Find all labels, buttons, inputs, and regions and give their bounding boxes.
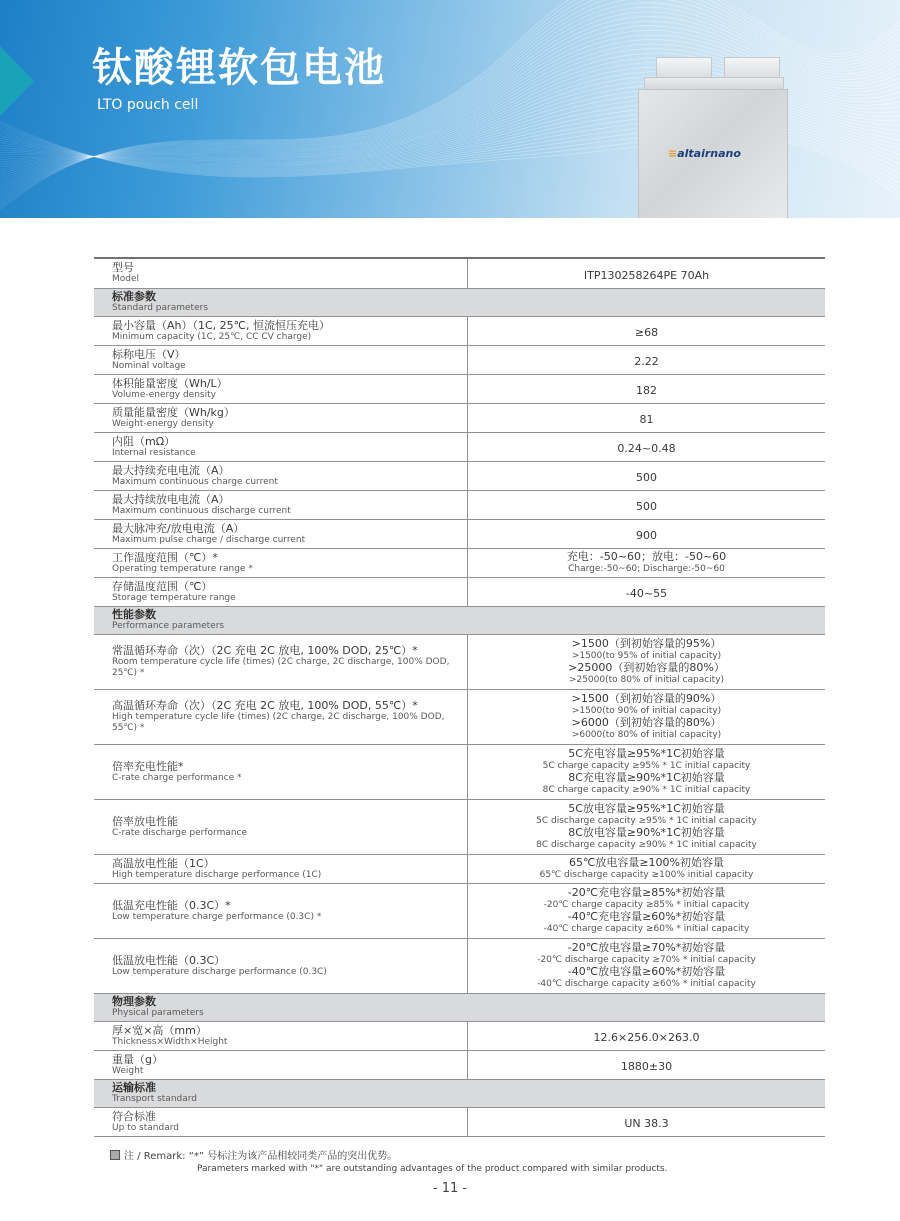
perf-value-line: -40℃充电容量≥60%*初始容量 [567,909,726,923]
table-row [94,345,825,374]
operating-temp-label: 工作温度范围（℃）* Operating temperature range * [94,548,468,577]
perf-value-line: -20℃充电容量≥85%*初始容量 [567,885,726,899]
performance-0-value [468,634,826,689]
perf-value-line: >1500(to 95% of initial capacity) [571,650,722,661]
section-header-performance: 性能参数 Performance parameters [94,606,825,634]
performance-3-label: 倍率放电性能 C-rate discharge performance [94,799,468,854]
table-row [94,258,825,288]
table-row [94,744,825,799]
table-row [94,1107,825,1136]
note-zh: 注 / Remark: “*” 号标注为该产品相较同类产品的突出优势。 [124,1151,398,1162]
standard-4-label: 内阻（mΩ） Internal resistance [94,432,468,461]
page-title: 钛酸锂软包电池 [92,45,386,91]
physical-0-value: 12.6×256.0×263.0 [468,1021,826,1050]
table-row [94,577,825,606]
performance-5-label: 低温充电性能（0.3C）* Low temperature charge performance (0.3C) * [94,883,468,938]
operating-temp-value: 充电：-50~60；放电：-50~60 Charge:-50~60; Discharge:-50~60 [468,548,826,577]
perf-value-line: >1500（到初始容量的95%） [571,636,722,650]
perf-value-line: 5C discharge capacity ≥95% * 1C initial capacity [536,815,757,826]
standard-5-value: 500 [468,461,826,490]
performance-1-label: 高温循环寿命（次）（2C 充电 2C 放电, 100% DOD, 55℃）* High temperature cycle life (times) (2C charge, 2C discharge, 100% DOD, 55℃) * [94,689,468,744]
section-header-standard: 标准参数 Standard parameters [94,288,825,316]
note-square-icon [110,1150,120,1160]
standard-5-label: 最大持续充电电流（A） Maximum continuous charge current [94,461,468,490]
standard-6-value: 500 [468,490,826,519]
standard-3-label: 质量能量密度（Wh/kg） Weight-energy density [94,403,468,432]
table-row [94,854,825,883]
standard-1-value: 2.22 [468,345,826,374]
standard-7-value: 900 [468,519,826,548]
note-en: Parameters marked with "*" are outstanding advantages of the product compared with similar products. [197,1164,668,1174]
standard-4-value: 0.24~0.48 [468,432,826,461]
performance-4-label: 高温放电性能（1C） High temperature discharge performance (1C) [94,854,468,883]
table-row [94,883,825,938]
header-banner [0,0,900,218]
table-row [94,689,825,744]
standard-0-label: 最小容量（Ah）（1C, 25℃, 恒流恒压充电） Minimum capacity (1C, 25℃, CC CV charge) [94,316,468,345]
performance-1-value [468,689,826,744]
storage-temp-value: -40~55 [468,577,826,606]
physical-1-value: 1880±30 [468,1050,826,1079]
remark-note [110,1150,668,1176]
model-label: 型号 Model [94,258,468,288]
perf-value-line: 8C充电容量≥90%*1C初始容量 [568,770,725,784]
perf-value-line: -20℃放电容量≥70%*初始容量 [567,940,726,954]
perf-value-line: 65℃ discharge capacity ≥100% initial capacity [539,869,754,880]
performance-0-label: 常温循环寿命（次）（2C 充电 2C 放电, 100% DOD, 25℃）* Room temperature cycle life (times) (2C charge, 2C discharge, 100% DOD, 25℃) * [94,634,468,689]
perf-value-line: 5C充电容量≥95%*1C初始容量 [568,746,725,760]
transport-0-value: UN 38.3 [468,1107,826,1136]
table-row [94,938,825,993]
perf-value-line: >1500(to 90% of initial capacity) [571,705,722,716]
table-row [94,490,825,519]
perf-value-line: 5C charge capacity ≥95% * 1C initial capacity [542,760,751,771]
perf-value-line: -20℃ discharge capacity ≥70% * initial capacity [537,954,756,965]
table-row [94,1021,825,1050]
perf-value-line: -40℃ charge capacity ≥60% * initial capacity [543,923,750,934]
perf-value-line: 8C discharge capacity ≥90% * 1C initial capacity [536,839,757,850]
perf-value-line: -40℃ discharge capacity ≥60% * initial capacity [537,978,756,989]
perf-value-line: 8C放电容量≥90%*1C初始容量 [568,825,725,839]
spec-table [94,257,825,1137]
perf-value-line: -40℃放电容量≥60%*初始容量 [567,964,726,978]
performance-5-value [468,883,826,938]
standard-2-label: 体积能量密度（Wh/L） Volume-energy density [94,374,468,403]
table-row [94,461,825,490]
perf-value-line: >25000(to 80% of initial capacity) [568,674,725,685]
table-row [94,1050,825,1079]
table-row [94,519,825,548]
physical-1-label: 重量（g） Weight [94,1050,468,1079]
model-value: ITP130258264PE 70Ah [468,258,826,288]
perf-value-line: >6000(to 80% of initial capacity) [571,729,722,740]
table-row [94,374,825,403]
standard-7-label: 最大脉冲充/放电电流（A） Maximum pulse charge / discharge current [94,519,468,548]
transport-0-label: 符合标准 Up to standard [94,1107,468,1136]
performance-4-value [468,854,826,883]
standard-3-value: 81 [468,403,826,432]
perf-value-line: >25000（到初始容量的80%） [568,660,725,674]
performance-2-label: 倍率充电性能* C-rate charge performance * [94,744,468,799]
performance-2-value [468,744,826,799]
standard-6-label: 最大持续放电电流（A） Maximum continuous discharge current [94,490,468,519]
page-subtitle: LTO pouch cell [97,97,199,113]
altairnano-logo: ≡altairnano [668,147,741,160]
performance-3-value [468,799,826,854]
physical-0-label: 厚×宽×高（mm） Thickness×Width×Height [94,1021,468,1050]
table-row [94,548,825,577]
table-row [94,799,825,854]
performance-6-value [468,938,826,993]
perf-value-line: -20℃ charge capacity ≥85% * initial capacity [543,899,750,910]
table-row [94,432,825,461]
perf-value-line: >1500（到初始容量的90%） [571,691,722,705]
pouch-cell-image [638,57,788,218]
table-row [94,634,825,689]
table-row [94,403,825,432]
perf-value-line: 5C放电容量≥95%*1C初始容量 [568,801,725,815]
standard-0-value: ≥68 [468,316,826,345]
section-header-physical: 物理参数 Physical parameters [94,993,825,1021]
perf-value-line: 65℃放电容量≥100%初始容量 [568,855,724,869]
standard-1-label: 标称电压（V） Nominal voltage [94,345,468,374]
standard-2-value: 182 [468,374,826,403]
section-header-transport: 运输标准 Transport standard [94,1079,825,1107]
perf-value-line: 8C charge capacity ≥90% * 1C initial capacity [542,784,751,795]
table-row [94,316,825,345]
page-number: - 11 - [432,1181,468,1196]
storage-temp-label: 存储温度范围（℃） Storage temperature range [94,577,468,606]
perf-value-line: >6000（到初始容量的80%） [571,715,722,729]
arrow-marker-icon [0,46,40,116]
performance-6-label: 低温放电性能（0.3C） Low temperature discharge performance (0.3C) [94,938,468,993]
